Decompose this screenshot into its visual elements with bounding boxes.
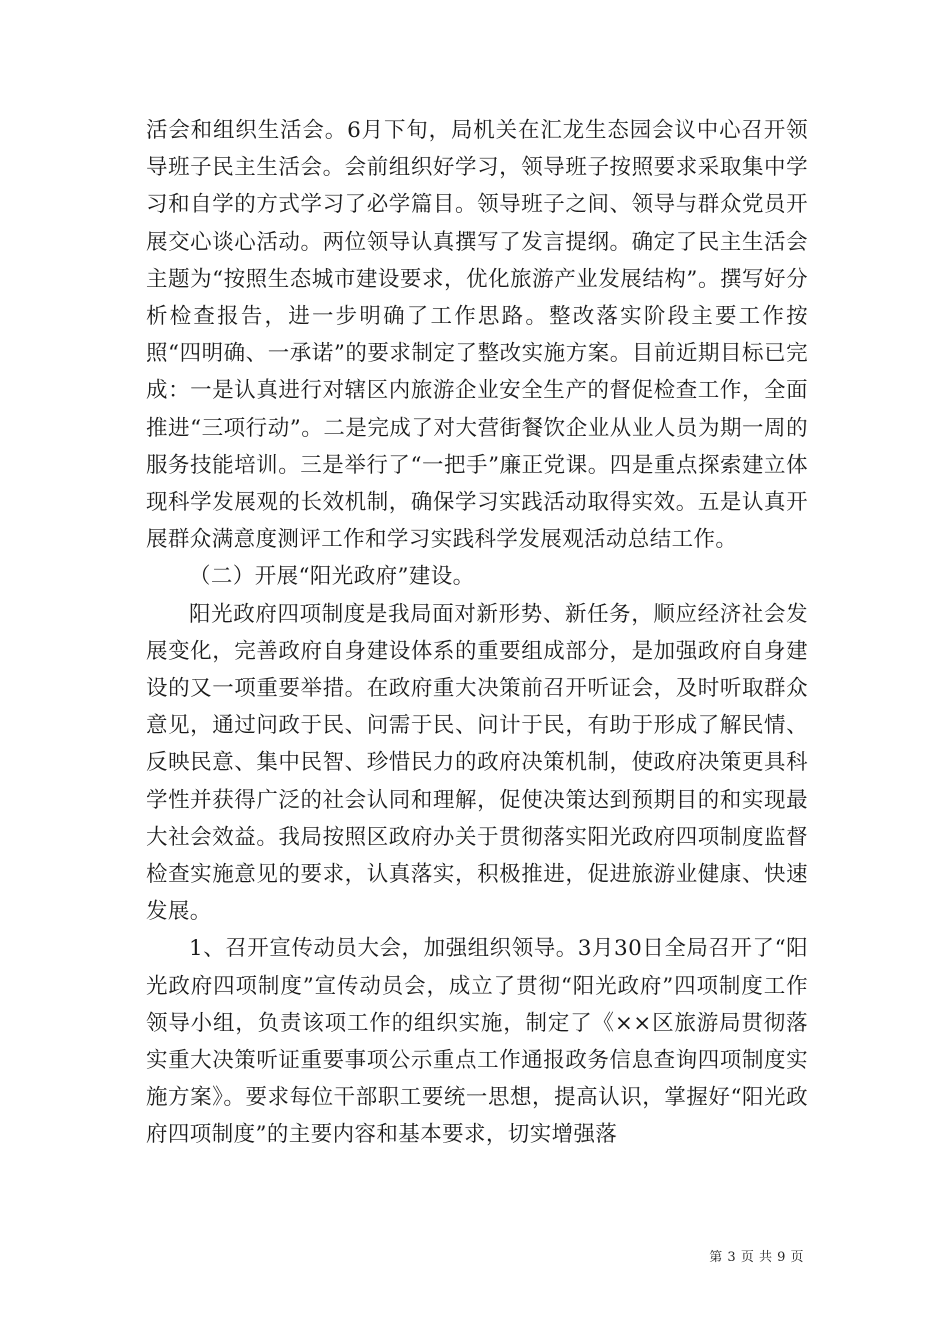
page-number-footer: 第 3 页 共 9 页 — [709, 1250, 804, 1265]
paragraph-continuation: 活会和组织生活会。6月下旬，局机关在汇龙生态园会议中心召开领导班子民主生活会。会前组织好学习，领导班子按照要求采取集中学习和自学的方式学习了必学篇目。领导班子之间、领导与群众党员开展交心谈心活动。两位领导认真撰写了发言提纲。确定了民主生活会主题为“按照生态城市建设要求，优化旅游产业发展结构”。撰写好分析检查报告，进一步明确了工作思路。整改落实阶段主要工作按照“四明确、一承诺”的要求制定了整改实施方案。目前近期目标已完成：一是认真进行对辖区内旅游企业安全生产的督促检查工作，全面推进“三项行动”。二是完成了对大营街餐饮企业从业人员为期一周的服务技能培训。三是举行了“一把手”廉正党课。四是重点探索建立体现科学发展观的长效机制，确保学习实践活动取得实效。五是认真开展群众满意度测评工作和学习实践科学发展观活动总结工作。 — [146, 118, 808, 553]
section-heading: （二）开展“阳光政府”建设。 — [189, 564, 475, 590]
paragraph-sunshine-government: 阳光政府四项制度是我局面对新形势、新任务，顺应经济社会发展变化，完善政府自身建设体系的重要组成部分，是加强政府自身建设的又一项重要举措。在政府重大决策前召开听证会，及时听取群众意见，通过问政于民、问需于民、问计于民，有助于形成了解民情、反映民意、集中民智、珍惜民力的政府决策机制，使政府决策更具科学性并获得广泛的社会认同和理解，促使决策达到预期目的和实现最大社会效益。我局按照区政府办关于贯彻落实阳光政府四项制度监督检查实施意见的要求，认真落实，积极推进，促进旅游业健康、快速发展。 — [146, 601, 808, 925]
document-body — [146, 112, 808, 1154]
paragraph-item-1: 1、召开宣传动员大会，加强组织领导。3月30日全局召开了“阳光政府四项制度”宣传动员会，成立了贯彻“阳光政府”四项制度工作领导小组，负责该项工作的组织实施，制定了《××区旅游局贯彻落实重大决策听证重要事项公示重点工作通报政务信息查询四项制度实施方案》。要求每位干部职工要统一思想，提高认识，掌握好“阳光政府四项制度”的主要内容和基本要求，切实增强落 — [146, 936, 808, 1148]
